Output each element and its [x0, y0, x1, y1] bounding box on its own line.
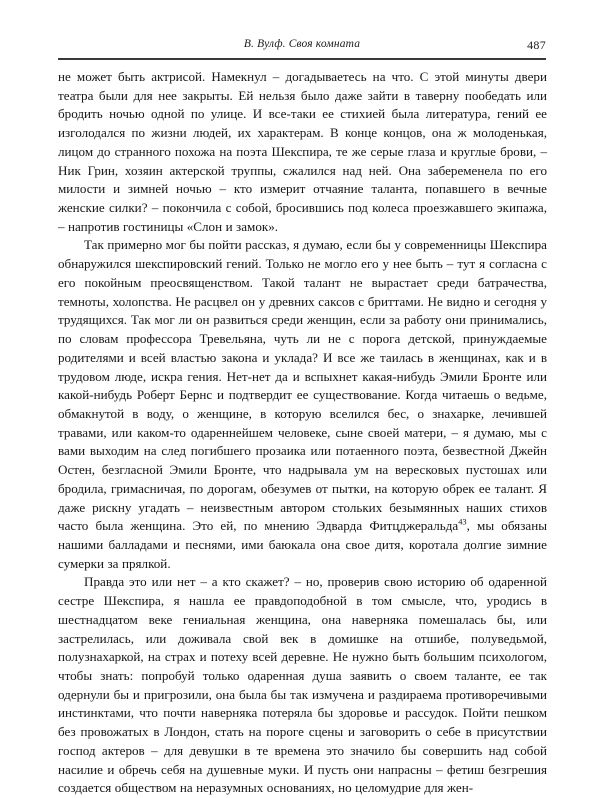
paragraph-3: Правда это или нет – а кто скажет? – но, проверив свою историю об одаренной сестре Шекспира, я нашла ее правдоподобной в том смысле, что, уродись в шестнадцатом веке гениальная женщина, она наверняка помешалась бы, или застрелилась, или доживала свой век в домишке на отшибе, полуведьмой, полузнахаркой, на страх и потеху всей деревне. Не нужно быть большим психологом, чтобы знать: попробуй только одаренная душа заявить о своем таланте, ее так одернули бы и пригрозили, она была бы так измучена и раздираема противоречивыми инстинктами, что почти наверняка потеряла бы здоровье и рассудок. Пойти пешком без провожатых в Лондон, стать на пороге сцены и заговорить о себе в присутствии господ актеров – для девушки в те времена это значило бы совершить над собой насилие и обречь себя на душевные муки. И пусть они напрасны – фетиш безгрешия создается обществом на неразумных основаниях, но целомудрие для жен-	[58, 574, 547, 796]
page-number: 487	[527, 38, 546, 52]
header-rule	[58, 58, 546, 60]
running-head-title: В. Вулф. Своя комната	[243, 38, 361, 50]
footnote-reference-43[interactable]: 43	[458, 517, 467, 527]
paragraph-2-tail: , мы обязаны нашими балладами и песнями, ими баюкала она свое дитя, коротала долгие зимние сумерки за прялкой.	[58, 518, 547, 571]
paragraph-2	[58, 236, 547, 573]
body-text-column	[58, 68, 547, 798]
running-head	[58, 38, 546, 58]
paragraph-1: не может быть актрисой. Намекнул – догадываетесь на что. С этой минуты двери театра были для нее закрыты. Ей нельзя было даже зайти в таверну пообедать или бродить ночью одной по улице. И все-таки ее стихией была литература, гений ее изголодался по жизни людей, их характерам. В конце концов, она ж молоденькая, лицом до странного похожа на поэта Шекспира, те же серые глаза и круглые брови, – Ник Грин, хозяин актерской труппы, сжалился над ней. Она забеременела по его милости и зимней ночью – кто измерит отчаяние таланта, попавшего в вечные женские силки? – покончила с собой, бросившись под колеса проезжавшего экипажа, – напротив гостиницы «Слон и замок».	[58, 69, 547, 234]
paragraph-2-text: Так примерно мог бы пойти рассказ, я думаю, если бы у современницы Шекспира обнаружился шекспировский гений. Только не могло его у нее быть – тут я согласна с его покойным преосвященством. Такой талант не вырастает среди батрачества, темноты, холопства. Не расцвел он у древних саксов с бриттами. Не видно и сегодня у трудящихся. Так мог ли он развиться среди женщин, если за работу они принимались, по словам профессора Тревельяна, чуть ли не с порога детской, принуждаемые родителями и всей властью закона и уклада? И все же таилась в женщинах, как и в трудовом люде, искра гения. Нет-нет да и вспыхнет какая-нибудь Эмили Бронте или какой-нибудь Роберт Бернс и подтвердит ее существование. Когда читаешь о ведьме, обмакнутой в воду, о женщине, в которую вселился бес, о знахарке, лечившей травами, или каком-то одареннейшем человеке, сыне своей матери, – я думаю, мы с вами выходим на след погибшего прозаика или потаенного поэта, безвестной Джейн Остен, безгласной Эмили Бронте, что надрывала ум на вересковых пустошах или бродила, гримасничая, по дорогам, обезумев от пытки, на которую обрек ее талант. Я даже рискну угадать – неизвестным автором стольких безымянных наших стихов часто была женщина. Это ей, по мнению Эдварда Фитцджеральда	[58, 237, 547, 534]
